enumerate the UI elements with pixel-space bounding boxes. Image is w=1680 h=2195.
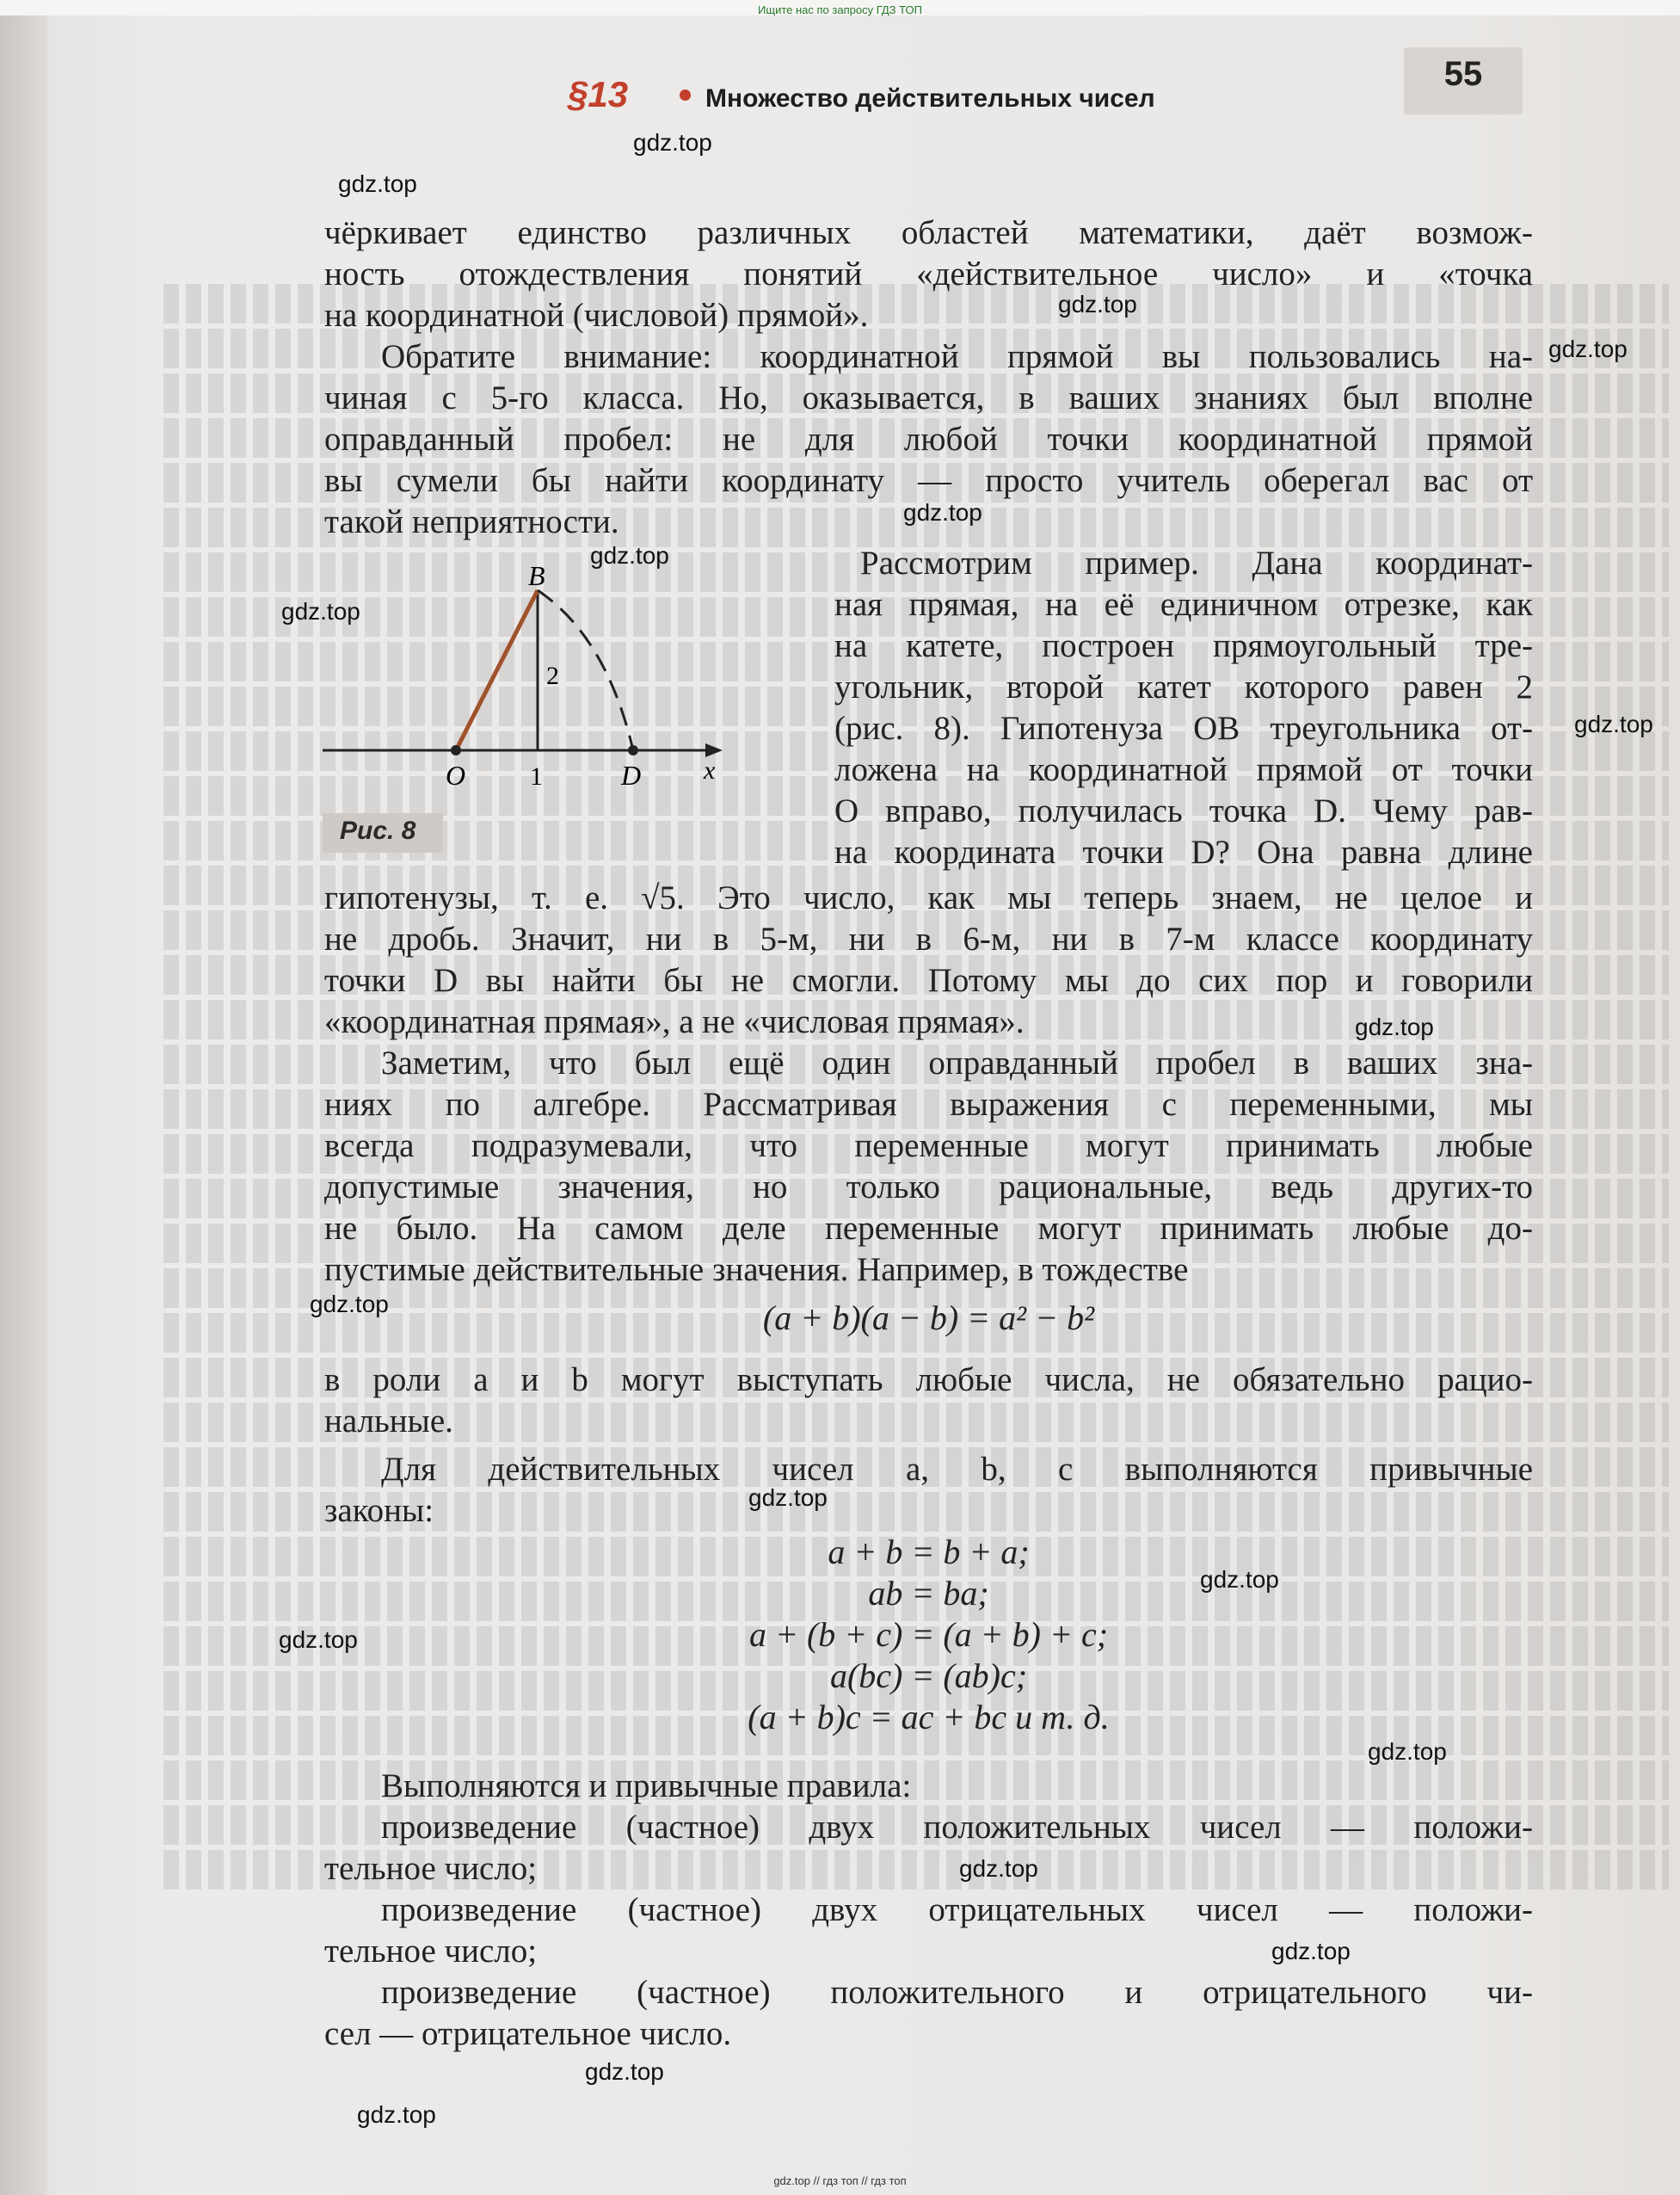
label-O: O (446, 760, 466, 791)
text-line: сел — отрицательное число. (324, 2015, 732, 2052)
text-line: на координата точки D? Она равна длине (834, 834, 1533, 871)
text-line: произведение (частное) двух отрицательных чисел — положи- (381, 1891, 1533, 1928)
watermark: gdz.top (748, 1484, 828, 1511)
text-line: O вправо, получилась точка D. Чему рав- (834, 792, 1533, 829)
figure-caption-box (323, 813, 443, 853)
text-line: гипотенузы, т. е. √5. Это число, как мы теперь знаем, не целое и (324, 879, 1533, 916)
text-line: тельное число; (324, 1850, 538, 1887)
figure-caption: Рис. 8 (340, 817, 416, 845)
text-line: Обратите внимание: координатной прямой вы пользовались на- (381, 338, 1533, 375)
text-line: не было. На самом деле переменные могут принимать любые до- (324, 1210, 1533, 1247)
text-line: угольник, второй катет которого равен 2 (834, 669, 1533, 706)
label-2: 2 (546, 662, 559, 690)
page-number: 55 (1443, 55, 1483, 93)
text-line: на катете, построен прямоугольный тре- (834, 627, 1533, 664)
text-line: Заметим, что был ещё один оправданный пробел в ваших зна- (381, 1045, 1533, 1082)
text-line: не дробь. Значит, ни в 5-м, ни в 6-м, ни в 7-м классе координату (324, 921, 1533, 958)
watermark: gdz.top (281, 598, 360, 625)
text-line: (рис. 8). Гипотенуза OB треугольника от- (834, 710, 1533, 747)
watermark: gdz.top (1200, 1566, 1279, 1593)
hypotenuse-OB (456, 590, 538, 750)
identity-formula: (a + b)(a − b) = a² − b² (762, 1298, 1095, 1337)
point-O (451, 745, 461, 755)
watermark: gdz.top (1355, 1014, 1434, 1040)
watermark: gdz.top (310, 1291, 389, 1317)
watermark: gdz.top (585, 2058, 664, 2085)
law-formula: a + (b + c) = (a + b) + c; (748, 1615, 1109, 1654)
page-binding-shadow (0, 0, 47, 2195)
text-line: в роли a и b могут выступать любые числа, не обязательно рацио- (324, 1361, 1533, 1398)
text-line: ложена на координатной прямой от точки (834, 751, 1533, 788)
text-line: произведение (частное) положительного и отрицательного чи- (381, 1974, 1533, 2011)
text-line: ниях по алгебре. Рассматривая выражения с переменными, мы (324, 1086, 1533, 1123)
watermark: gdz.top (590, 542, 669, 569)
watermark: gdz.top (1574, 711, 1653, 737)
watermark: gdz.top (338, 170, 417, 197)
text-line: пустимые действительные значения. Например, в тождестве (324, 1251, 1189, 1288)
law-formula: a + b = b + a; (828, 1532, 1030, 1571)
watermark: gdz.top (1548, 336, 1628, 362)
watermark: gdz.top (633, 129, 712, 156)
figure-8-diagram (318, 559, 731, 809)
bullet-icon (680, 89, 691, 101)
text-line: такой неприятности. (324, 503, 619, 540)
watermark: gdz.top (279, 1626, 358, 1653)
label-x: x (704, 756, 716, 785)
law-formula: ab = ba; (868, 1574, 989, 1612)
text-line: Для действительных чисел a, b, c выполняются привычные (381, 1451, 1533, 1488)
text-line: ность отождествления понятий «действительное число» и «точка (324, 256, 1533, 293)
watermark: gdz.top (1058, 291, 1137, 318)
watermark: gdz.top (959, 1855, 1038, 1882)
text-line: чёркивает единство различных областей математики, даёт возмож- (324, 214, 1533, 251)
text-line: точки D вы найти бы не смогли. Потому мы до сих пор и говорили (324, 962, 1533, 999)
top-notice: Ищите нас по запросу ГДЗ ТОП (758, 3, 922, 16)
text-line: чиная с 5-го класса. Но, оказывается, в ваших знаниях был вполне (324, 379, 1533, 416)
section-number: §13 (568, 74, 629, 114)
text-line: ная прямая, на её единичном отрезке, как (834, 586, 1533, 623)
section-title: Множество действительных чисел (705, 84, 1155, 113)
label-B: B (528, 560, 545, 591)
label-1: 1 (530, 762, 543, 791)
bottom-notice: gdz.top // гдз топ // гдз топ (773, 2174, 907, 2187)
text-line: допустимые значения, но только рациональные, ведь других-то (324, 1168, 1533, 1205)
text-line: законы: (324, 1492, 434, 1529)
text-line: произведение (частное) двух положительных чисел — положи- (381, 1809, 1533, 1846)
law-formula: (a + b)c = ac + bc и т. д. (748, 1698, 1110, 1736)
watermark: gdz.top (1368, 1738, 1447, 1765)
text-line: нальные. (324, 1403, 453, 1440)
watermark: gdz.top (357, 2101, 436, 2128)
watermark: gdz.top (1271, 1938, 1351, 1964)
text-line: тельное число; (324, 1933, 538, 1970)
text-line: на координатной (числовой) прямой». (324, 297, 869, 334)
law-formula: a(bc) = (ab)c; (829, 1656, 1028, 1695)
text-line: Рассмотрим пример. Дана координат- (860, 545, 1533, 582)
label-D: D (621, 760, 642, 791)
text-line: Выполняются и привычные правила: (381, 1767, 912, 1804)
watermark: gdz.top (903, 499, 982, 526)
axis-arrow-icon (705, 743, 723, 757)
text-line: всегда подразумевали, что переменные могут принимать любые (324, 1127, 1533, 1164)
text-line: вы сумели бы найти координату — просто учитель оберегал вас от (324, 462, 1533, 499)
point-D (628, 745, 638, 755)
text-line: оправданный пробел: не для любой точки координатной прямой (324, 421, 1533, 458)
text-line: «координатная прямая», а не «числовая прямая». (324, 1003, 1025, 1040)
